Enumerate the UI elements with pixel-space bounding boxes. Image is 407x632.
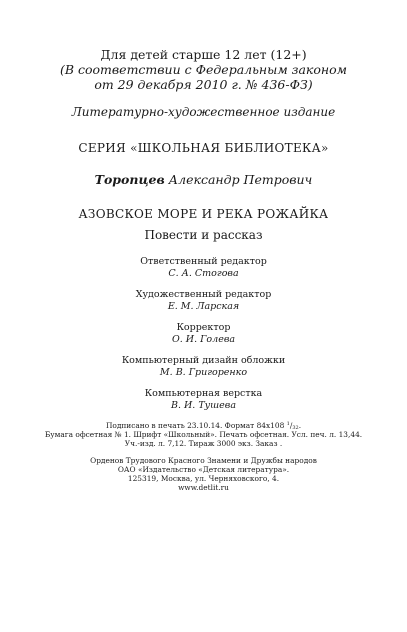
credit-person: Е. М. Ларская — [167, 301, 240, 312]
credit-person: С. А. Стогова — [168, 268, 239, 279]
imprint-paper-line: Бумага офсетная № 1. Шрифт «Школьный». Печать офсетная. Усл. печ. л. 13,44. — [44, 430, 363, 439]
credit-role: Ответственный редактор — [140, 256, 267, 267]
credit-role: Художественный редактор — [135, 289, 272, 300]
book-title: АЗОВСКОЕ МОРЕ И РЕКА РОЖАЙКА — [78, 207, 329, 221]
publisher-address-line: 125319, Москва, ул. Черняховского, 4. — [127, 474, 280, 483]
publisher-website: www.detlit.ru — [178, 483, 229, 492]
publisher-name-line: ОАО «Издательство «Детская литература». — [117, 465, 290, 474]
series-title: СЕРИЯ «ШКОЛЬНАЯ БИБЛИОТЕКА» — [78, 141, 329, 155]
book-subtitle: Повести и рассказ — [144, 228, 263, 242]
credit-person: М. В. Григоренко — [159, 367, 248, 378]
author-line — [20, 172, 387, 187]
author-name: Александр Петрович — [168, 172, 313, 187]
imprint-print-run-line: Уч.-изд. л. 7,12. Тираж 3000 экз. Заказ . — [124, 439, 283, 448]
credit-person: В. И. Тушева — [170, 400, 236, 411]
imprint-signed-text: Подписано в печать 23.10.14. Формат 84х108 — [105, 421, 287, 430]
format-numerator: 1 — [286, 421, 290, 427]
credit-person: О. И. Голева — [171, 334, 236, 345]
law-date-line: от 29 декабря 2010 г. № 436-ФЗ) — [94, 77, 313, 92]
law-reference-line: (В соответствии с Федеральным законом — [59, 62, 348, 77]
imprint-signed-line: Подписано в печать 23.10.14. Формат 84х108 $^1/_{32}$. — [105, 421, 302, 431]
author-surname: Торопцев — [94, 172, 165, 187]
edition-type: Литературно-художественное издание — [71, 105, 336, 119]
publisher-orders-line: Орденов Трудового Красного Знамени и Дружбы народов — [90, 456, 317, 465]
credit-role: Компьютерная верстка — [144, 388, 263, 399]
credit-role: Компьютерный дизайн обложки — [121, 355, 286, 366]
format-denominator: 32 — [292, 425, 299, 431]
age-rating-line: Для детей старше 12 лет (12+) — [100, 47, 307, 62]
credit-role: Корректор — [176, 322, 231, 333]
